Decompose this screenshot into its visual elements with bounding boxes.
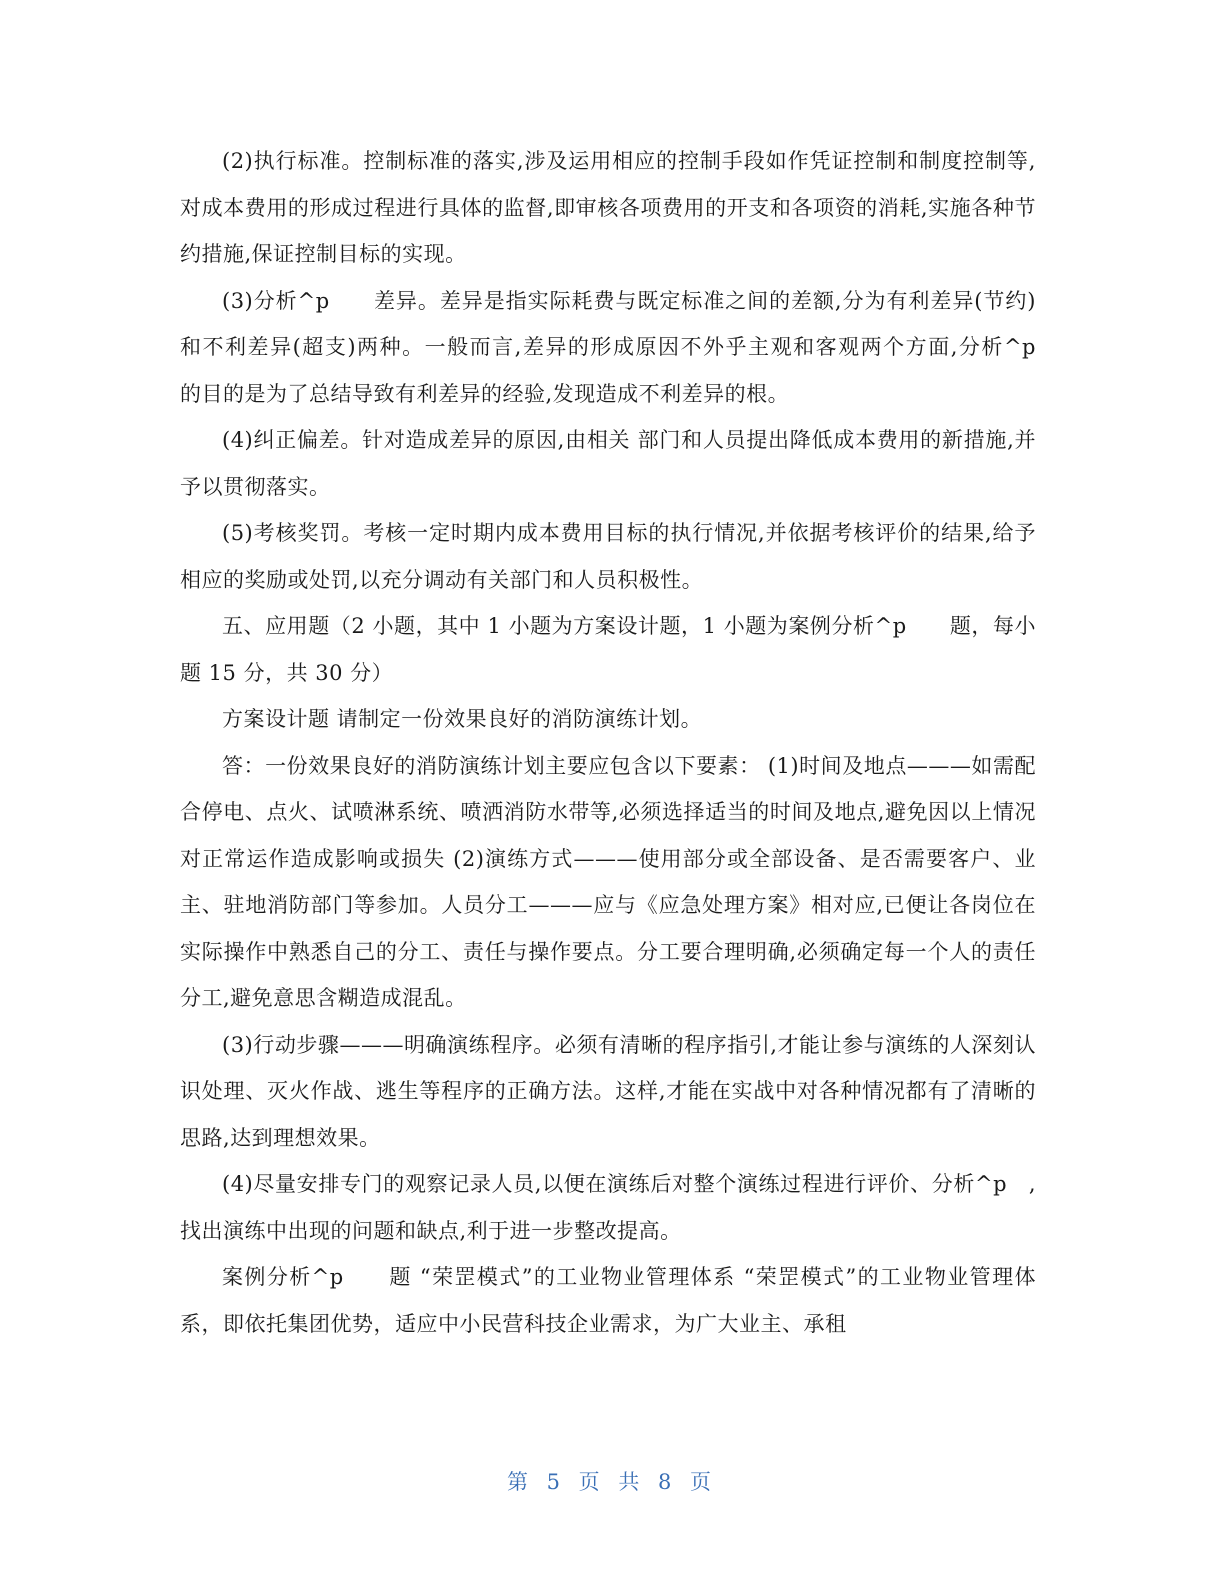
answer-drill-plan: 答：一份效果良好的消防演练计划主要应包含以下要素： (1)时间及地点———如需配合停电、点火、试喷淋系统、喷洒消防水带等,必须选择适当的时间及地点,避免因以上情况对正常运作造成影响或损失 (2)演练方式———使用部分或全部设备、是否需要客户、业主、驻地消防部门等参加。人员分工———应与《应急处理方案》相对应,已便让各岗位在实际操作中熟悉自己的分工、责任与操作要点。分工要合理明确,必须确定每一个人的责任分工,避免意思含糊造成混乱。 [180, 753, 1036, 1010]
section-heading-application: 五、应用题（2 小题，其中 1 小题为方案设计题，1 小题为案例分析^p 题，每小题 15 分，共 30 分） [180, 614, 1036, 685]
document-body [180, 138, 1079, 1347]
paragraph-observers: (4)尽量安排专门的观察记录人员,以便在演练后对整个演练过程进行评价、分析^p , 找出演练中出现的问题和缺点,利于进一步整改提高。 [180, 1172, 1058, 1243]
page-number-footer: 第 5 页 共 8 页 [506, 1470, 718, 1494]
paragraph-execute-standard: (2)执行标准。控制标准的落实,涉及运用相应的控制手段如作凭证控制和制度控制等,对成本费用的形成过程进行具体的监督,即审核各项费用的开支和各项资的消耗,实施各种节约措施,保证控制目标的实现。 [180, 149, 1036, 266]
paragraph-assessment-reward: (5)考核奖罚。考核一定时期内成本费用目标的执行情况,并依据考核评价的结果,给予相应的奖励或处罚,以充分调动有关部门和人员积极性。 [180, 521, 1036, 592]
paragraph-correct-deviation: (4)纠正偏差。针对造成差异的原因,由相关 部门和人员提出降低成本费用的新措施,并予以贯彻落实。 [180, 428, 1036, 499]
question-plan-design: 方案设计题 请制定一份效果良好的消防演练计划。 [222, 707, 703, 731]
paragraph-case-analysis: 案例分析^p 题 “荣罡模式”的工业物业管理体系 “荣罡模式”的工业物业管理体系，即依托集团优势，适应中小民营科技企业需求，为广大业主、承租 [180, 1265, 1036, 1336]
paragraph-analyze-variance: (3)分析^p 差异。差异是指实际耗费与既定标准之间的差额,分为有利差异(节约)和不利差异(超支)两种。一般而言,差异的形成原因不外乎主观和客观两个方面,分析^p 的目的是为了总结导致有利差异的经验,发现造成不利差异的根。 [180, 288, 1079, 406]
paragraph-action-steps: (3)行动步骤———明确演练程序。必须有清晰的程序指引,才能让参与演练的人深刻认识处理、灭火作战、逃生等程序的正确方法。这样,才能在实战中对各种情况都有了清晰的思路,达到理想效果。 [180, 1032, 1036, 1150]
